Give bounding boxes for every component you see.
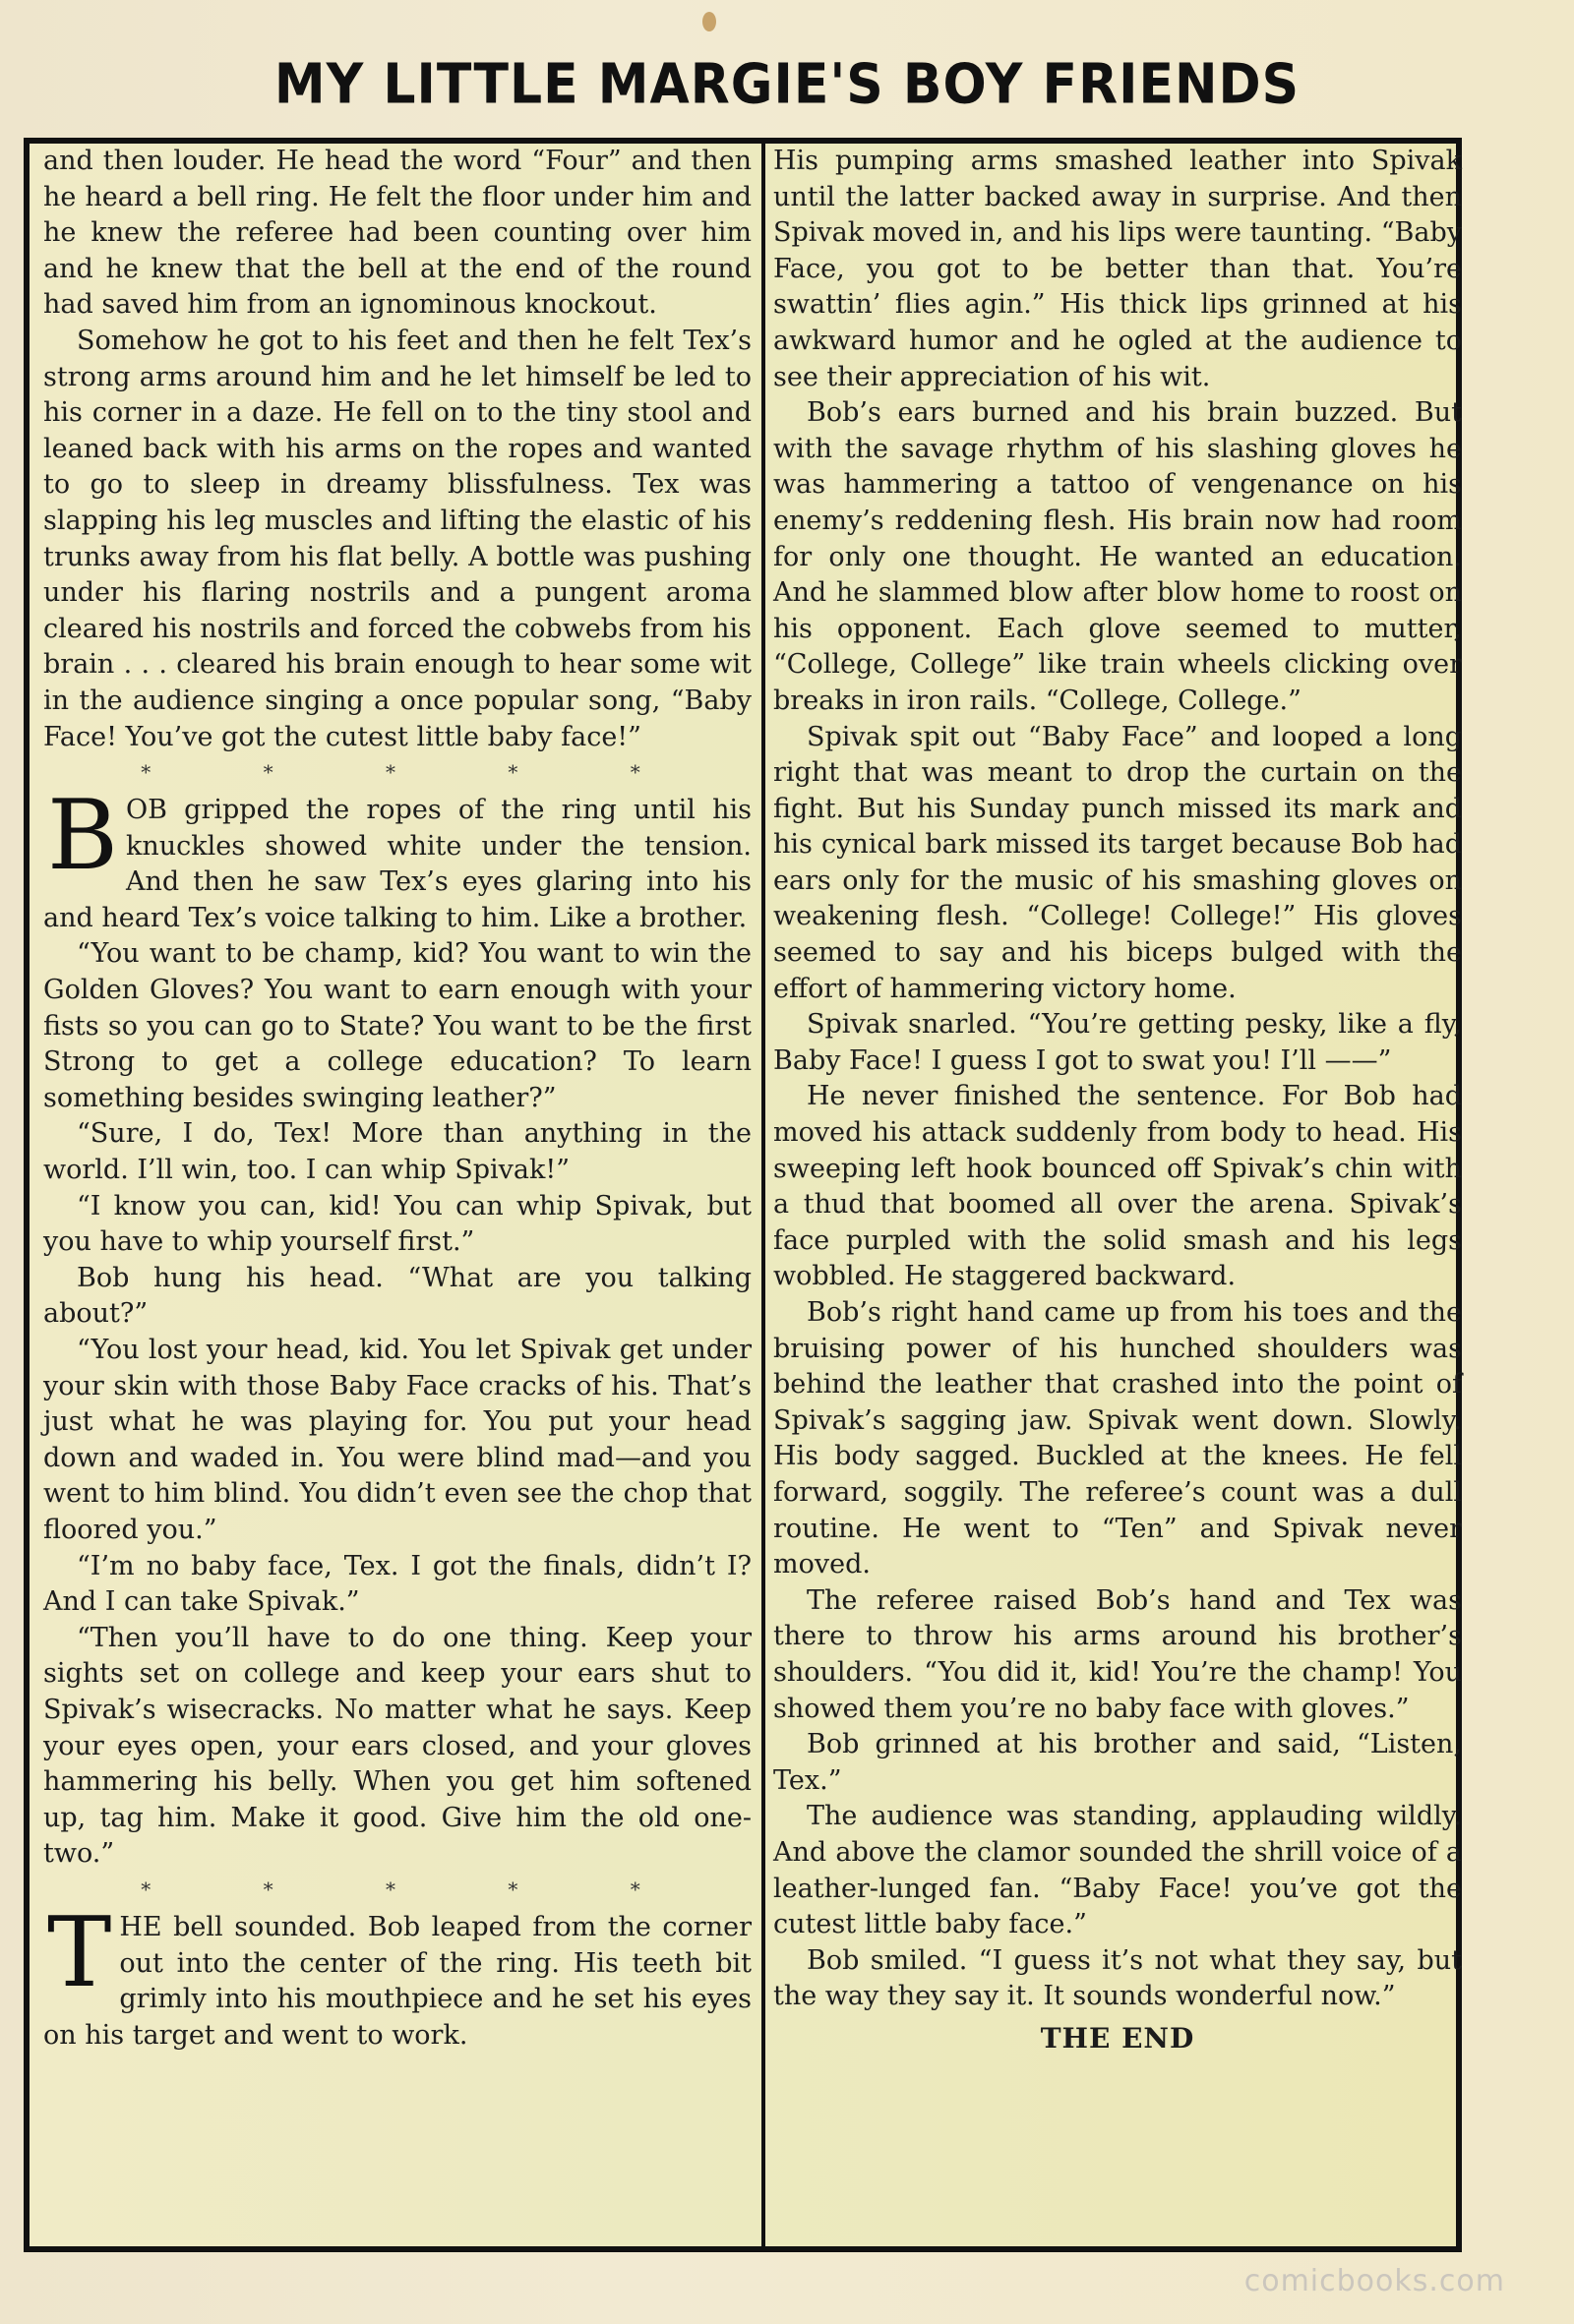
paragraph: “Sure, I do, Tex! More than anything in the world. I’ll win, too. I can whip Spivak!”: [43, 1118, 752, 1186]
paragraph: “You lost your head, kid. You let Spivak get under your skin with those Baby Face cracks of his. That’s just what he was playing for. You put your head down and waded in. You were blind mad—and you went to him blind. You didn’t even see the chop that floored you.”: [43, 1335, 752, 1545]
paragraph: Bob grinned at his brother and said, “Listen, Tex.”: [773, 1729, 1462, 1796]
paragraph-dropcap: [43, 1896, 752, 2054]
section-break-stars: * * * * *: [141, 1877, 694, 1901]
left-column: [43, 144, 752, 2054]
paragraph-text: HE bell sounded. Bob leaped from the corner out into the center of the ring. His teeth bit grimly into his mouthpiece and he set his eyes on his target and went to work.: [43, 1911, 752, 2051]
paragraph-dropcap: [43, 780, 752, 936]
text-frame: [24, 138, 1462, 2252]
paragraph: “Then you’ll have to do one thing. Keep your sights set on college and keep your ears shut to Spivak’s wisecracks. No matter what he says. Keep your eyes open, your ears closed, and your gloves hammering his belly. When you get him softened up, tag him. Make it good. Give him the old one-two.”: [43, 1622, 752, 1870]
paragraph: “You want to be champ, kid? You want to win the Golden Gloves? You want to earn enough with your fists so you can go to State? You want to be the first Strong to get a college education? To learn something besides swinging leather?”: [43, 938, 752, 1113]
right-column: [773, 144, 1462, 2056]
story-title: MY LITTLE MARGIE'S BOY FRIENDS: [273, 52, 1301, 117]
paragraph: “I’m no baby face, Tex. I got the finals, didn’t I? And I can take Spivak.”: [43, 1550, 752, 1618]
paragraph: Spivak spit out “Baby Face” and looped a long right that was meant to drop the curtain on the fight. But his Sunday punch missed its mark and his cynical bark missed its target because Bob had ears only for the music of his smashing gloves on weakening flesh. “College! College!” His gloves seemed to say and his biceps bulged with the effort of hammering victory home.: [773, 721, 1462, 1004]
watermark-logo: comicbooks.com: [1243, 2264, 1505, 2298]
paragraph: The audience was standing, applauding wildly. And above the clamor sounded the shrill voice of a leather-lunged fan. “Baby Face! you’ve got the cutest little baby face.”: [773, 1801, 1462, 1940]
section-break-stars: * * * * *: [141, 760, 694, 785]
the-end-label: THE END: [1040, 2021, 1195, 2055]
paragraph: Spivak snarled. “You’re getting pesky, like a fly, Baby Face! I guess I got to swat you! I’ll ——”: [773, 1009, 1462, 1076]
paragraph-text: OB gripped the ropes of the ring until his knuckles showed white under the tension. And then he saw Tex’s eyes glaring into his and heard Tex’s voice talking to him. Like a brother.: [43, 795, 752, 933]
paragraph: Bob’s right hand came up from his toes and the bruising power of his hunched shoulders was behind the leather that crashed into the point of Spivak’s sagging jaw. Spivak went down. Slowly. His body sagged. Buckled at the knees. He fell forward, soggily. The referee’s count was a dull routine. He went to “Ten” and Spivak never moved.: [773, 1297, 1462, 1580]
paragraph: “I know you can, kid! You can whip Spivak, but you have to whip yourself first.”: [43, 1190, 752, 1258]
paragraph: Bob’s ears burned and his brain buzzed. But with the savage rhythm of his slashing gloves he was hammering a tattoo of vengenance on his enemy’s reddening flesh. His brain now had room for only one thought. He wanted an education. And he slammed blow after blow home to roost on his opponent. Each glove seemed to mutter, “College, College” like train wheels clicking over breaks in iron rails. “College, College.”: [773, 397, 1462, 716]
paragraph: Bob hung his head. “What are you talking about?”: [43, 1262, 752, 1330]
drop-cap: B: [47, 780, 119, 893]
paragraph: and then louder. He head the word “Four” and then he heard a bell ring. He felt the floor under him and he knew the referee had been counting over him and he knew that the bell at the end of the round had saved him from an ignominous knockout.: [43, 146, 752, 321]
column-divider: [761, 144, 765, 2246]
paragraph: The referee raised Bob’s hand and Tex was there to throw his arms around his brother’s shoulders. “You did it, kid! You’re the champ! You showed them you’re no baby face with gloves.”: [773, 1584, 1462, 1724]
drop-cap: T: [47, 1896, 112, 2009]
paragraph: His pumping arms smashed leather into Spivak until the latter backed away in surprise. And then Spivak moved in, and his lips were taunting. “Baby Face, you got to be better than that. You’re swattin’ flies agin.” His thick lips grinned at his awkward humor and he ogled at the audience to see their appreciation of his wit.: [773, 146, 1462, 392]
paragraph: Bob smiled. “I guess it’s not what they say, but the way they say it. It sounds wonderful now.”: [773, 1944, 1462, 2012]
paragraph: He never finished the sentence. For Bob had moved his attack suddenly from body to head. His sweeping left hook bounced off Spivak’s chin with a thud that boomed all over the arena. Spivak’s face purpled with the solid smash and his legs wobbled. He staggered backward.: [773, 1081, 1462, 1292]
ink-spot: [702, 12, 716, 31]
paragraph: Somehow he got to his feet and then he felt Tex’s strong arms around him and he let himself be led to his corner in a daze. He fell on to the tiny stool and leaned back with his arms on the ropes and wanted to go to sleep in dreamy blissfulness. Tex was slapping his leg muscles and lifting the elastic of his trunks away from his flat belly. A bottle was pushing under his flaring nostrils and a pungent aroma cleared his nostrils and forced the cobwebs from his brain . . . cleared his brain enough to hear some wit in the audience singing a once popular song, “Baby Face! You’ve got the cutest little baby face!”: [43, 325, 752, 752]
